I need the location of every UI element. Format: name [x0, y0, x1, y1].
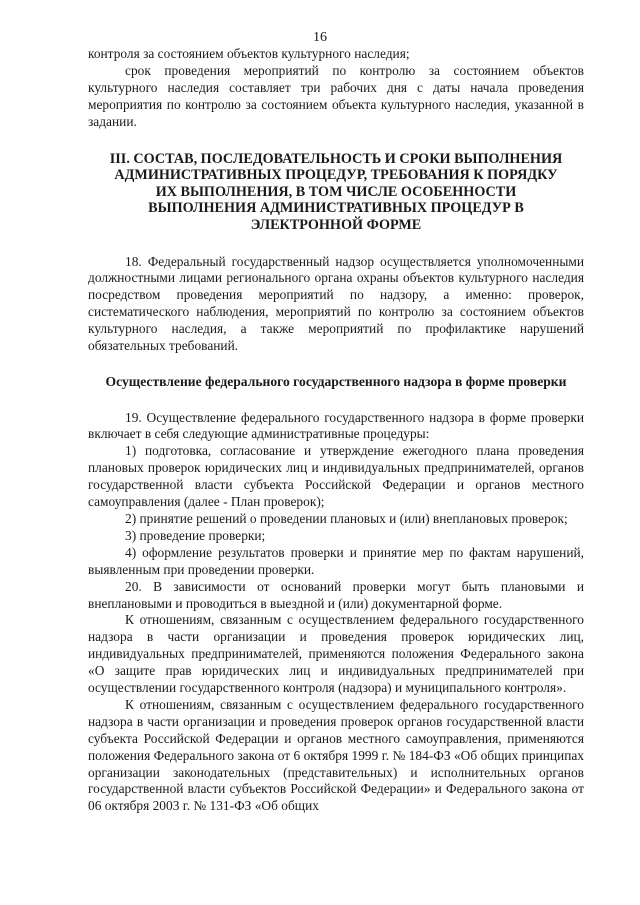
list-item: 2) принятие решений о проведении плановых и (или) внеплановых проверок; — [125, 510, 568, 526]
paragraph: К отношениям, связанным с осуществлением федерального государственного надзора в части организации и проведения проверок органов государственной власти субъекта Российской Федерации и органов местного самоуправления, применяются положения Федерального закона от 6 октября 1999 г. № 184-ФЗ «Об общих принципах организации законодательных (представительных) и исполнительных органов государственной власти субъектов Российской Федерации» и Федерального закона от 06 октября 2003 г. № 131-ФЗ «Об общих — [88, 696, 584, 814]
list-item: 3) проведение проверки; — [125, 527, 266, 543]
paragraph: 18. Федеральный государственный надзор осуществляется уполномоченными должностными лицами регионального органа охраны объектов культурного наследия посредством проведения мероприятий по надзору, а именно: проверок, систематического наблюдения, мероприятий по контролю за состоянием объектов культурного наследия, а также мероприятий по профилактике нарушений обязательных требований. — [88, 253, 584, 354]
list-item: 4) оформление результатов проверки и принятие мер по фактам нарушений, выявленным при проведении проверки. — [88, 544, 584, 577]
section-heading: III. СОСТАВ, ПОСЛЕДОВАТЕЛЬНОСТЬ И СРОКИ ВЫПОЛНЕНИЯ АДМИНИСТРАТИВНЫХ ПРОЦЕДУР, ТРЕБОВАНИЯ К ПОРЯДКУ ИХ ВЫПОЛНЕНИЯ, В ТОМ ЧИСЛЕ ОСОБЕННОСТИ ВЫПОЛНЕНИЯ АДМИНИСТРАТИВНЫХ ПРОЦЕДУР В ЭЛЕКТРОННОЙ ФОРМЕ — [109, 150, 563, 233]
page-number: 16 — [313, 30, 327, 45]
paragraph: К отношениям, связанным с осуществлением федерального государственного надзора в части организации и проведения проверок юридических лиц, индивидуальных предпринимателей, применяются положения Федерального закона «О защите прав юридических лиц и индивидуальных предпринимателей при осуществлении государственного контроля (надзора) и муниципального контроля». — [88, 612, 584, 696]
subsection-heading: Осуществление федерального государственного надзора в форме проверки — [105, 373, 567, 389]
document-body — [88, 46, 584, 815]
paragraph: 20. В зависимости от оснований проверки могут быть плановыми и внеплановыми и проводиться в выездной и (или) документарной форме. — [88, 578, 584, 611]
paragraph: контроля за состоянием объектов культурного наследия; — [88, 46, 410, 61]
paragraph: срок проведения мероприятий по контролю за состоянием объектов культурного наследия составляет три рабочих дня с даты начала проведения мероприятия по контролю за состоянием объекта культурного наследия, указанной в задании. — [88, 62, 584, 129]
list-item: 1) подготовка, согласование и утверждение ежегодного плана проведения плановых проверок юридических лиц и индивидуальных предпринимателей, органов государственной власти субъекта Российской Федерации и органов местного самоуправления (далее - План проверок); — [88, 443, 584, 510]
paragraph: 19. Осуществление федерального государственного надзора в форме проверки включает в себя следующие административные процедуры: — [88, 409, 584, 442]
